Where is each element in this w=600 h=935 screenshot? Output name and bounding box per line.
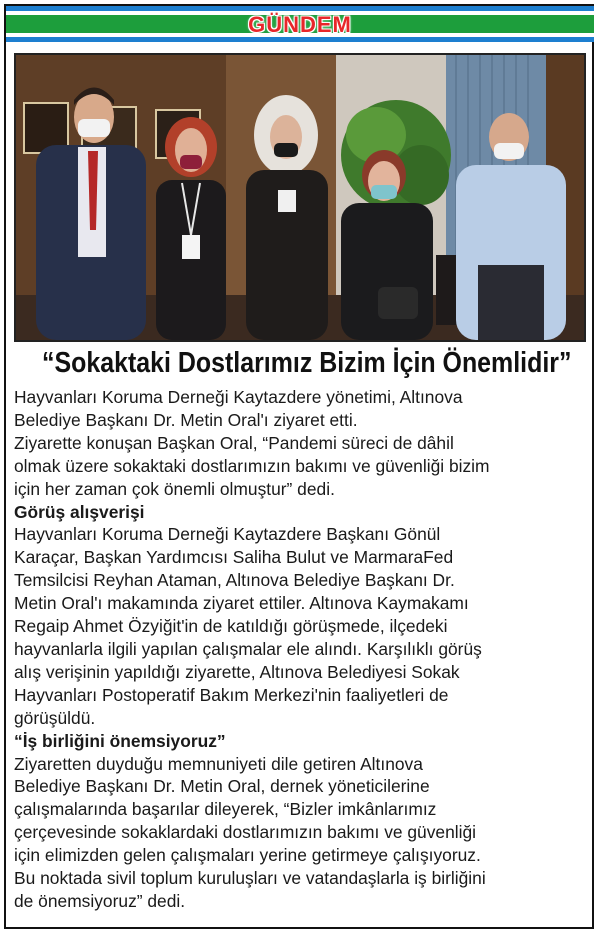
text-line: çalışmalarında başarılar dileyerek, “Bizler imkânlarımız [14, 799, 437, 820]
text-line: Hayvanları Koruma Derneği Kaytazdere yönetimi, Altınova [14, 387, 463, 407]
text-line: Regaip Ahmet Özyiğit'in de katıldığı görüşmede, ilçedeki [14, 616, 448, 637]
paragraph-quote [14, 432, 590, 501]
text-line: Belediye Başkanı Dr. Metin Oral'ı ziyaret etti. [14, 409, 358, 430]
paragraph-intro [14, 386, 590, 432]
text-line: olmak üzere sokaktaki dostlarımızın bakımı ve güvenliği bizim [14, 455, 490, 476]
text-line: Ziyaretten duyduğu memnuniyeti dile getiren Altınova [14, 753, 423, 774]
text-line: hayvanlarla ilgili yapılan çalışmalar ele alındı. Karşılıklı görüş [14, 638, 482, 659]
text-line: Temsilcisi Reyhan Ataman, Altınova Belediye Başkanı Dr. [14, 570, 455, 591]
text-line: Ziyarette konuşan Başkan Oral, “Pandemi süreci de dâhil [14, 432, 454, 453]
paragraph-visit [14, 523, 590, 729]
text-line: Bu noktada sivil toplum kuruluşları ve vatandaşlarla iş birliğini [14, 868, 486, 889]
text-line: için her zaman çok önemli olmuştur” dedi. [14, 478, 335, 499]
article-headline: “Sokaktaki Dostlarımız Bizim İçin Önemlidir” [42, 347, 572, 379]
subheading-gorus: Görüş alışverişi [14, 501, 145, 522]
section-banner [6, 6, 594, 42]
text-line: Hayvanları Postoperatif Bakım Merkezi'nin faaliyetleri de [14, 684, 449, 705]
text-line: Metin Oral'ı makamında ziyaret ettiler. Altınova Kaymakamı [14, 593, 469, 614]
photo-illustration [16, 55, 584, 340]
news-photo [14, 53, 586, 342]
text-line: alış verişinin yapıldığı ziyarette, Altınova Belediyesi Sokak [14, 661, 460, 682]
text-line: de önemsiyoruz” dedi. [14, 890, 186, 911]
text-line: Belediye Başkanı Dr. Metin Oral, dernek yöneticilerine [14, 776, 430, 797]
article-body [14, 386, 590, 913]
paragraph-closing [14, 753, 590, 913]
text-line: çerçevesinde sokaklardaki dostlarımızın bakımı ve güvenliği [14, 822, 477, 843]
text-line: için elimizden gelen çalışmaları yerine getirmeye çalışıyoruz. [14, 845, 481, 866]
text-line: Karaçar, Başkan Yardımcısı Saliha Bulut ve MarmaraFed [14, 547, 454, 568]
text-line: görüşüldü. [14, 707, 96, 728]
section-title: GÜNDEM [248, 12, 352, 37]
subheading-isbirligi: “İş birliğini önemsiyoruz” [14, 730, 226, 751]
text-line: Hayvanları Koruma Derneği Kaytazdere Başkanı Gönül [14, 524, 441, 545]
